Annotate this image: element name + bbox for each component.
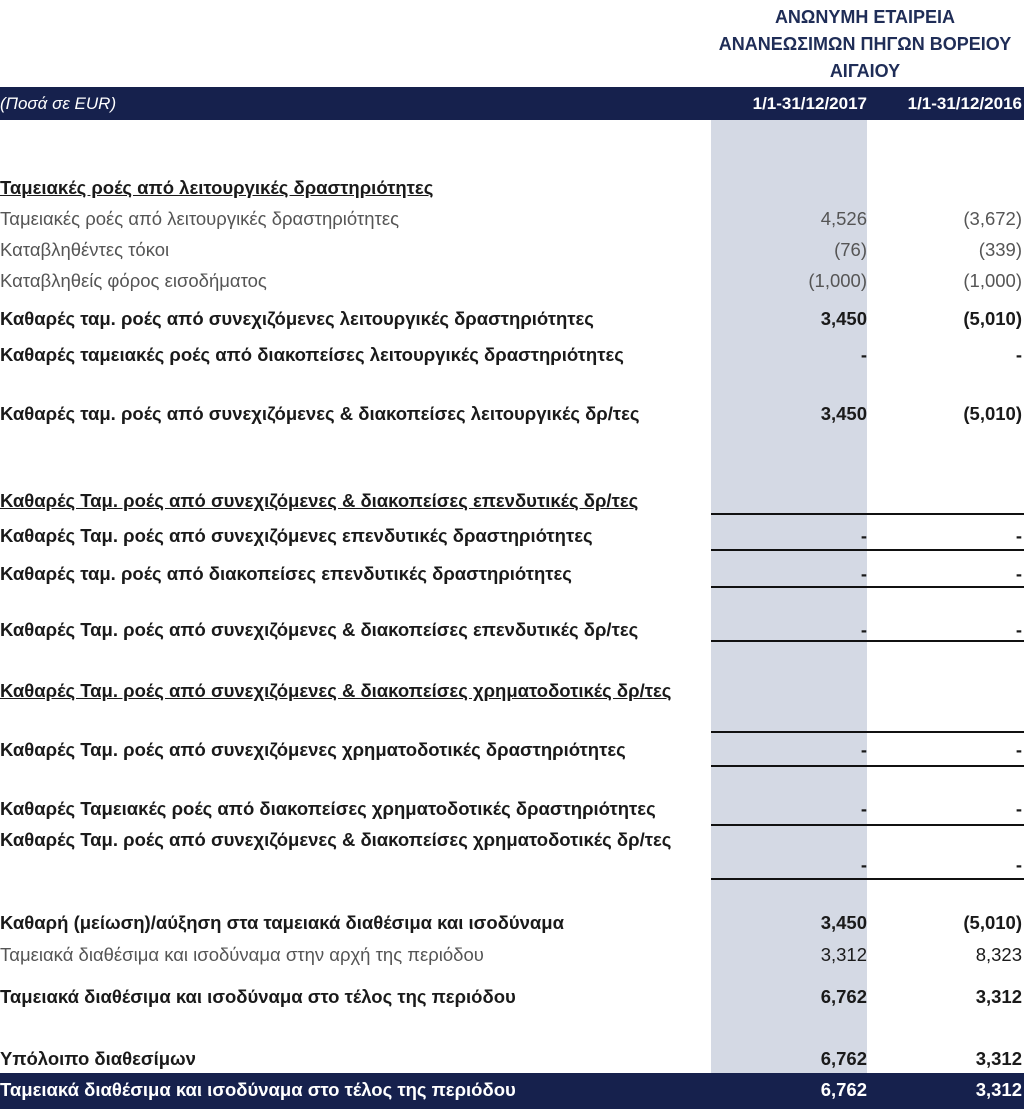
row-label: Ταμειακές ροές από λειτουργικές δραστηριότητες xyxy=(0,177,434,198)
value-2017: 6,762 xyxy=(820,1079,867,1100)
company-name-line-3: ΑΙΓΑΙΟΥ xyxy=(829,61,901,81)
row-label: Καθαρές Ταμ. ροές από συνεχιζόμενες χρηματοδοτικές δραστηριότητες xyxy=(0,739,626,760)
row-label: Καθαρές Ταμ. ροές από συνεχιζόμενες επενδυτικές δραστηριότητες xyxy=(0,525,593,546)
value-2016: - xyxy=(1015,525,1022,546)
row-label: Ταμειακά διαθέσιμα και ισοδύναμα στην αρχή της περιόδου xyxy=(0,944,484,965)
value-2016: 3,312 xyxy=(975,1048,1022,1069)
table-row xyxy=(0,910,1024,938)
company-name-line-1: ΑΝΩΝΥΜΗ ΕΤΑΙΡΕΙΑ xyxy=(774,7,956,27)
row-label: Καθαρές Ταμειακές ροές από διακοπείσες χρηματοδοτικές δραστηριότητες xyxy=(0,798,656,819)
value-2017: - xyxy=(860,563,867,584)
value-2017: 3,450 xyxy=(820,308,867,329)
value-2017: (76) xyxy=(834,239,867,260)
rule-line xyxy=(711,549,1024,551)
rule-line xyxy=(711,878,1024,880)
row-label: Καθαρές Ταμ. ροές από συνεχιζόμενες & διακοπείσες επενδυτικές δρ/τες xyxy=(0,490,639,511)
table-row xyxy=(0,737,1024,765)
table-row xyxy=(0,984,1024,1012)
value-2017: - xyxy=(860,525,867,546)
company-name-line-2: ΑΝΑΝΕΩΣΙΜΩΝ ΠΗΓΩΝ ΒΟΡΕΙΟΥ xyxy=(718,34,1012,54)
value-2016: (339) xyxy=(978,239,1022,260)
column-header-2016: 1/1-31/12/2016 xyxy=(907,94,1022,113)
value-2016: - xyxy=(1015,344,1022,365)
table-row xyxy=(0,401,1024,429)
column-header-2017: 1/1-31/12/2017 xyxy=(752,94,867,113)
rule-line xyxy=(711,586,1024,588)
currency-unit-label: (Ποσά σε EUR) xyxy=(0,94,117,113)
table-row xyxy=(0,1046,1024,1074)
row-label: Καθαρές ταμ. ροές από συνεχιζόμενες λειτουργικές δραστηριότητες xyxy=(0,308,594,329)
table-row xyxy=(0,561,1024,589)
value-2017: 3,312 xyxy=(820,944,867,965)
value-2016: (1,000) xyxy=(963,270,1022,291)
value-2017: - xyxy=(860,854,867,875)
rule-line xyxy=(711,765,1024,767)
table-row xyxy=(0,523,1024,551)
company-name xyxy=(700,4,1024,85)
value-2017: - xyxy=(860,344,867,365)
table-row xyxy=(0,342,1024,370)
value-2017: 3,450 xyxy=(820,403,867,424)
value-2017: 6,762 xyxy=(820,1048,867,1069)
value-2016: - xyxy=(1015,854,1022,875)
table-row xyxy=(0,942,1024,970)
row-label: Καθαρές Ταμ. ροές από συνεχιζόμενες & διακοπείσες χρηματοδοτικές δρ/τες xyxy=(0,829,672,850)
row-label: Ταμειακά διαθέσιμα και ισοδύναμα στο τέλος της περιόδου xyxy=(0,1079,516,1100)
row-label: Καταβληθέντες τόκοι xyxy=(0,239,170,260)
table-row xyxy=(0,306,1024,334)
value-2016: - xyxy=(1015,619,1022,640)
rule-line xyxy=(711,640,1024,642)
value-2017: - xyxy=(860,798,867,819)
value-2017: - xyxy=(860,619,867,640)
value-2016: 8,323 xyxy=(975,944,1022,965)
value-2016: - xyxy=(1015,563,1022,584)
value-2016: (5,010) xyxy=(963,308,1022,329)
rule-line xyxy=(711,513,1024,515)
row-label: Καθαρές Ταμ. ροές από συνεχιζόμενες & διακοπείσες επενδυτικές δρ/τες xyxy=(0,619,639,640)
table-row xyxy=(0,796,1024,824)
value-2016: - xyxy=(1015,739,1022,760)
table-row xyxy=(0,237,1024,265)
table-row xyxy=(0,824,1024,880)
value-2016: 3,312 xyxy=(975,986,1022,1007)
row-label: Ταμειακές ροές από λειτουργικές δραστηριότητες xyxy=(0,208,399,229)
row-label: Καταβληθείς φόρος εισοδήματος xyxy=(0,270,267,291)
row-label: Υπόλοιπο διαθεσίμων xyxy=(0,1048,196,1069)
section-heading-investing xyxy=(0,488,1024,516)
value-2017: 6,762 xyxy=(820,986,867,1007)
table-row xyxy=(0,268,1024,296)
value-2016: - xyxy=(1015,798,1022,819)
section-heading-operating xyxy=(0,175,1024,203)
row-label: Καθαρές Ταμ. ροές από συνεχιζόμενες & διακοπείσες χρηματοδοτικές δρ/τες xyxy=(0,680,672,701)
row-label: Καθαρή (μείωση)/αύξηση στα ταμειακά διαθέσιμα και ισοδύναμα xyxy=(0,912,564,933)
value-2016: (5,010) xyxy=(963,912,1022,933)
table-header-bar xyxy=(0,87,1024,120)
row-label: Καθαρές ταμ. ροές από διακοπείσες επενδυτικές δραστηριότητες xyxy=(0,563,572,584)
row-label: Καθαρές ταμ. ροές από συνεχιζόμενες & διακοπείσες λειτουργικές δρ/τες xyxy=(0,403,640,424)
value-2016: (3,672) xyxy=(963,208,1022,229)
value-2017: (1,000) xyxy=(808,270,867,291)
value-2017: 3,450 xyxy=(820,912,867,933)
section-heading-financing xyxy=(0,675,1024,731)
value-2017: - xyxy=(860,739,867,760)
closing-balance-bar xyxy=(0,1073,1024,1109)
row-label: Καθαρές ταμειακές ροές από διακοπείσες λειτουργικές δραστηριότητες xyxy=(0,344,624,365)
value-2016: 3,312 xyxy=(975,1079,1022,1100)
value-2016: (5,010) xyxy=(963,403,1022,424)
value-2017: 4,526 xyxy=(820,208,867,229)
rule-line xyxy=(711,731,1024,733)
row-label: Ταμειακά διαθέσιμα και ισοδύναμα στο τέλος της περιόδου xyxy=(0,986,516,1007)
table-row xyxy=(0,206,1024,234)
